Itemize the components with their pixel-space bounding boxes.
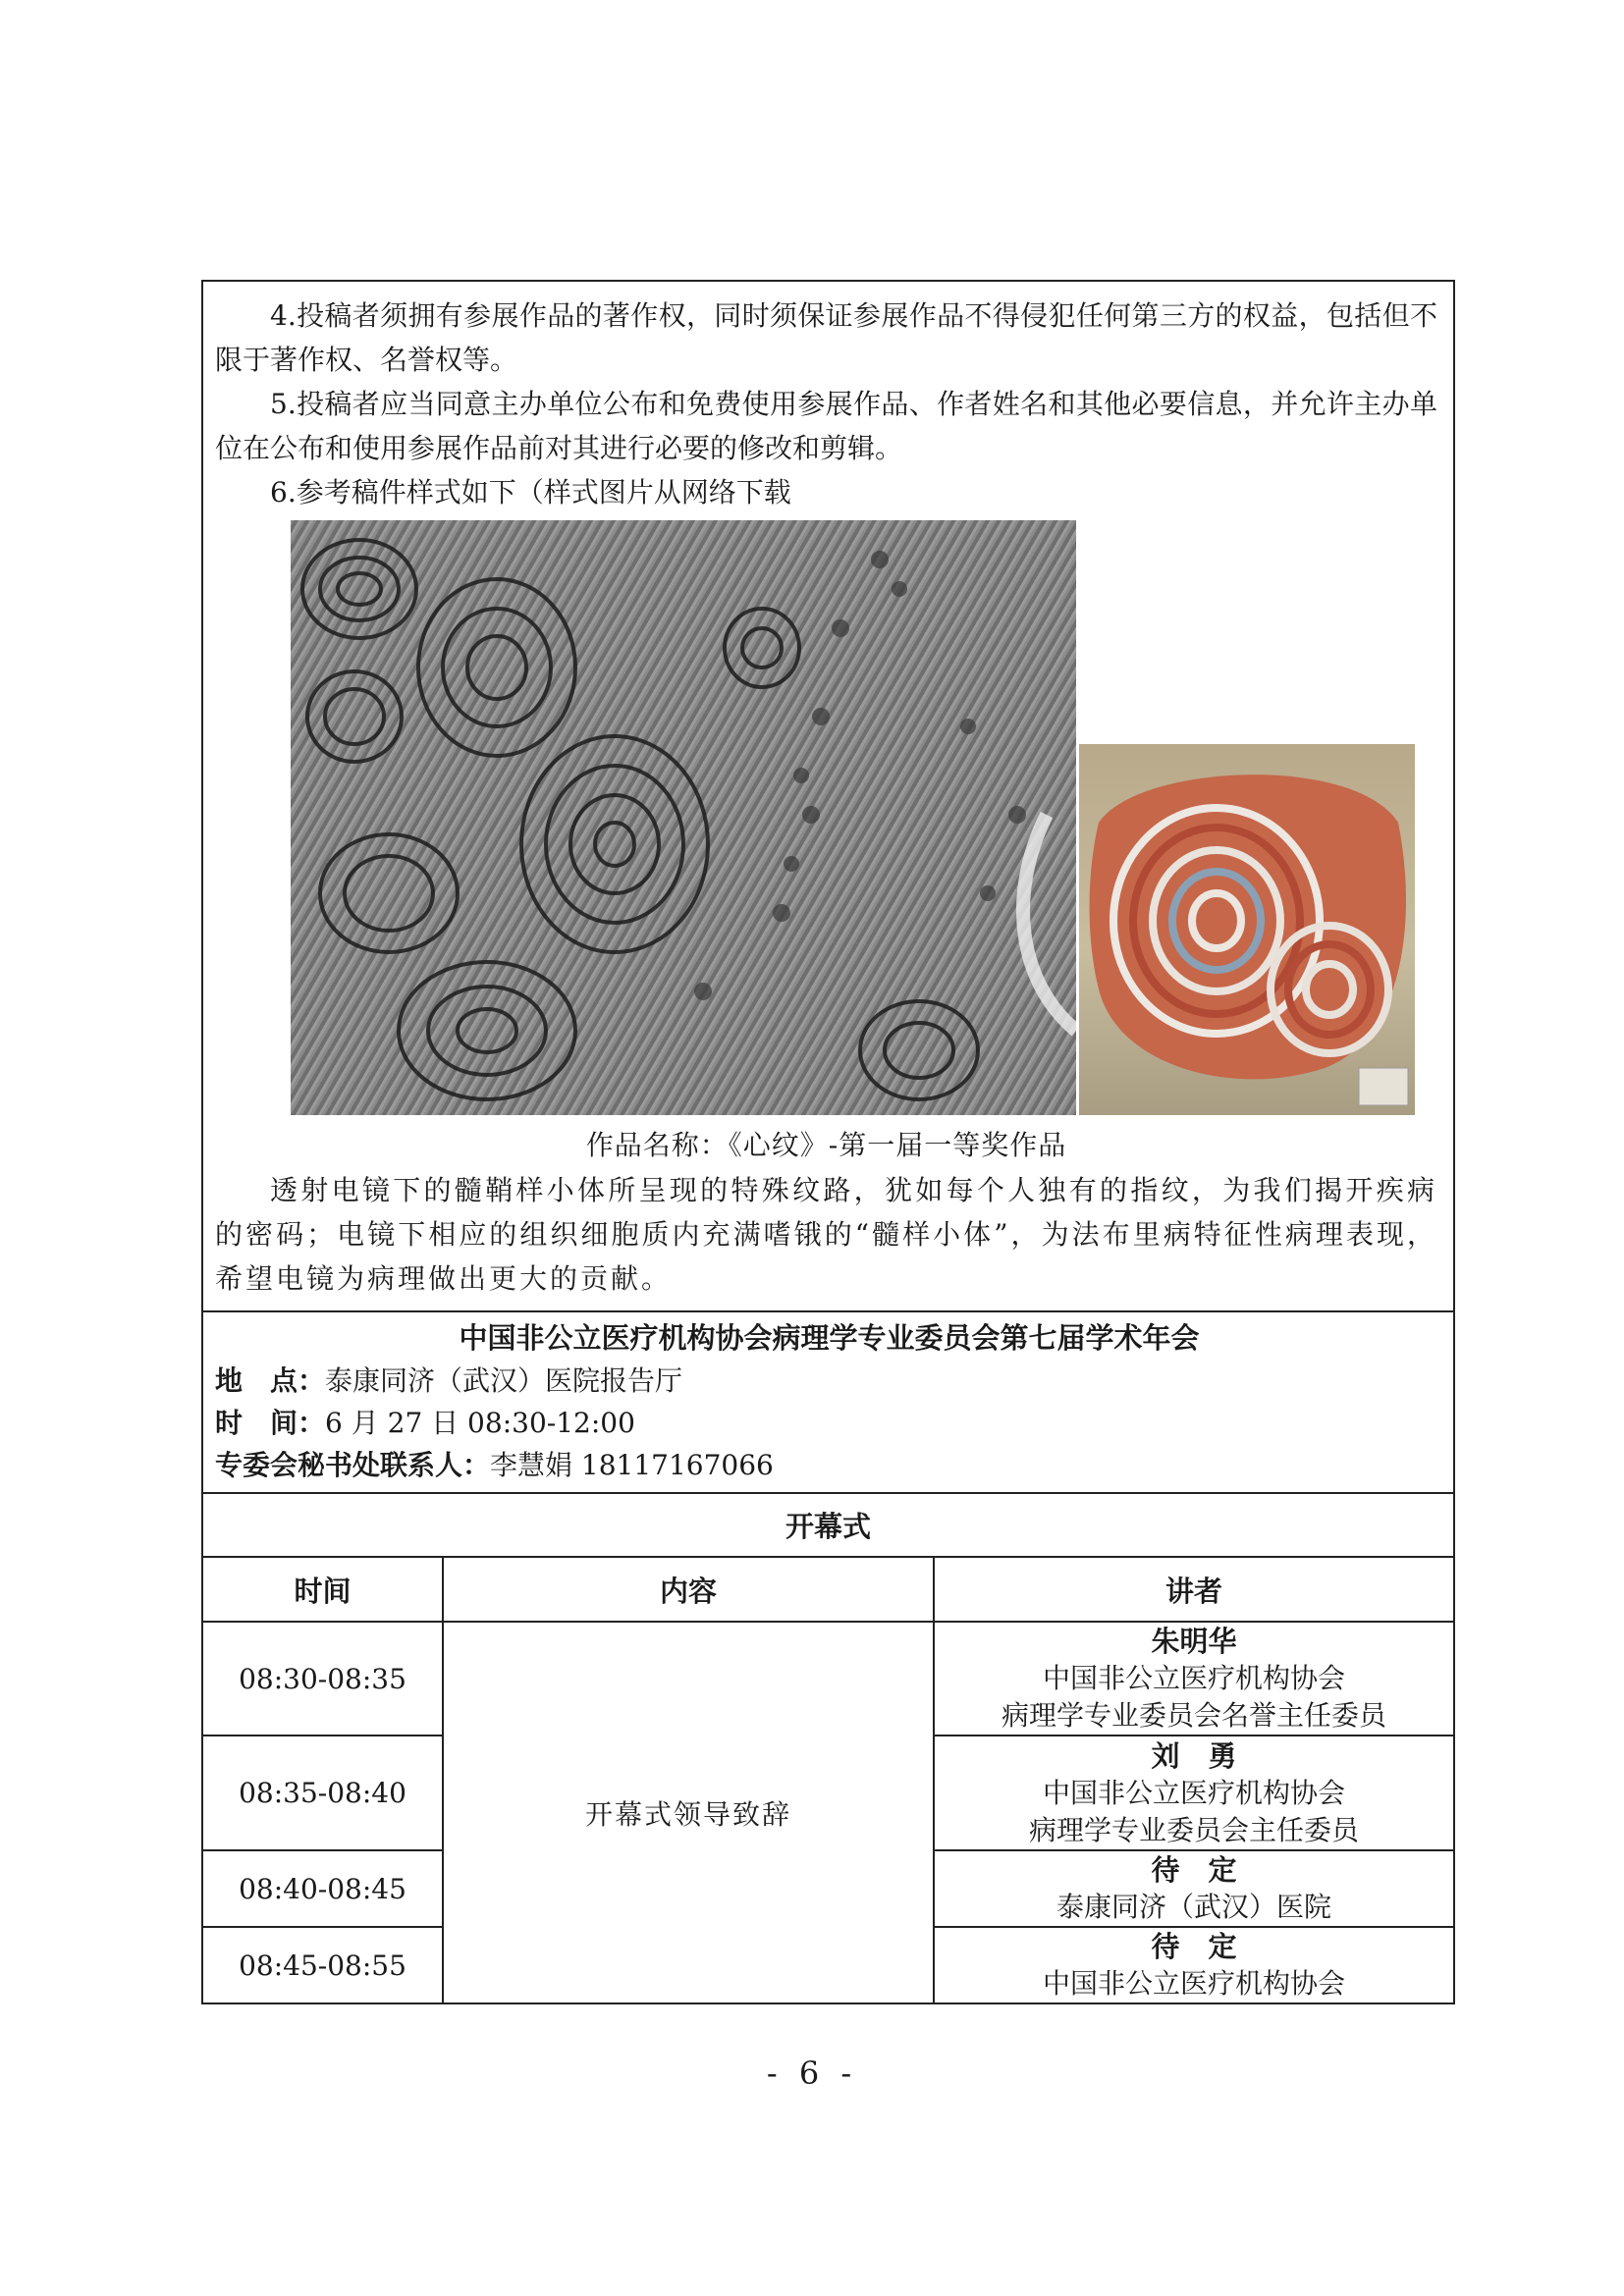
time-value: 6 月 27 日 08:30-12:00 [325, 1407, 635, 1439]
speaker-name: 待 定 [1151, 1853, 1237, 1887]
session-time: 08:35-08:40 [202, 1735, 443, 1850]
session-time: 08:45-08:55 [202, 1927, 443, 2003]
meeting-title: 中国非公立医疗机构协会病理学专业委员会第七届学术年会 [459, 1321, 1200, 1355]
column-header-content: 内容 [443, 1557, 934, 1622]
speaker-name: 朱明华 [1151, 1625, 1237, 1658]
speaker-cell [934, 1735, 1454, 1850]
speaker-affiliation: 中国非公立医疗机构协会 [1043, 1662, 1346, 1694]
agate-stone-image [1079, 744, 1415, 1115]
column-header-speaker: 讲者 [934, 1557, 1454, 1622]
session-time: 08:40-08:45 [202, 1850, 443, 1927]
note-item-6: 6.参考稿件样式如下（样式图片从网络下载 [270, 476, 791, 508]
note-item-4: 4.投稿者须拥有参展作品的著作权，同时须保证参展作品不得侵犯任何第三方的权益，包括但不限于著作权、名誉权等。 [215, 299, 1438, 376]
session-time: 08:30-08:35 [202, 1622, 443, 1735]
sample-artwork-figure [291, 520, 1415, 1117]
speaker-cell [934, 1622, 1454, 1735]
page-number: - 6 - [766, 2055, 858, 2092]
artwork-description: 透射电镜下的髓鞘样小体所呈现的特殊纹路，犹如每个人独有的指纹，为我们揭开疾病的密码；电镜下相应的组织细胞质内充满嗜锇的“髓样小体”，为法布里病特征性病理表现，希望电镜为病理做出更大的贡献。 [215, 1174, 1438, 1295]
session-content: 开幕式领导致辞 [443, 1622, 934, 2003]
section-title: 开幕式 [202, 1493, 1454, 1557]
location-label: 地 点： [215, 1364, 326, 1397]
speaker-cell [934, 1850, 1454, 1927]
electron-micrograph-image [291, 520, 1076, 1115]
time-label: 时 间： [215, 1407, 326, 1439]
speaker-title: 病理学专业委员会名誉主任委员 [1001, 1699, 1387, 1732]
speaker-affiliation: 中国非公立医疗机构协会 [1043, 1967, 1346, 2000]
column-header-time: 时间 [202, 1557, 443, 1622]
speaker-cell [934, 1927, 1454, 2003]
contact-label: 专委会秘书处联系人： [215, 1449, 491, 1481]
contact-value: 李慧娟 18117167066 [490, 1449, 774, 1481]
contact-row [215, 1444, 1443, 1486]
speaker-affiliation: 泰康同济（武汉）医院 [1056, 1891, 1332, 1923]
document-table [201, 280, 1455, 2004]
submission-notes-cell [202, 281, 1454, 1311]
location-row [215, 1360, 1443, 1402]
speaker-title: 病理学专业委员会主任委员 [1029, 1813, 1360, 1846]
artwork-caption: 作品名称：《心纹》-第一届一等奖作品 [585, 1129, 1067, 1161]
table-row [202, 1622, 1454, 1735]
speaker-name: 待 定 [1151, 1930, 1237, 1963]
note-item-5: 5.投稿者应当同意主办单位公布和免费使用参展作品、作者姓名和其他必要信息，并允许主办单位在公布和使用参展作品前对其进行必要的修改和剪辑。 [215, 388, 1438, 464]
speaker-name: 刘 勇 [1151, 1738, 1237, 1773]
time-row [215, 1402, 1443, 1444]
speaker-affiliation: 中国非公立医疗机构协会 [1043, 1776, 1346, 1809]
location-value: 泰康同济（武汉）医院报告厅 [325, 1364, 683, 1397]
meeting-info-cell [202, 1311, 1454, 1493]
